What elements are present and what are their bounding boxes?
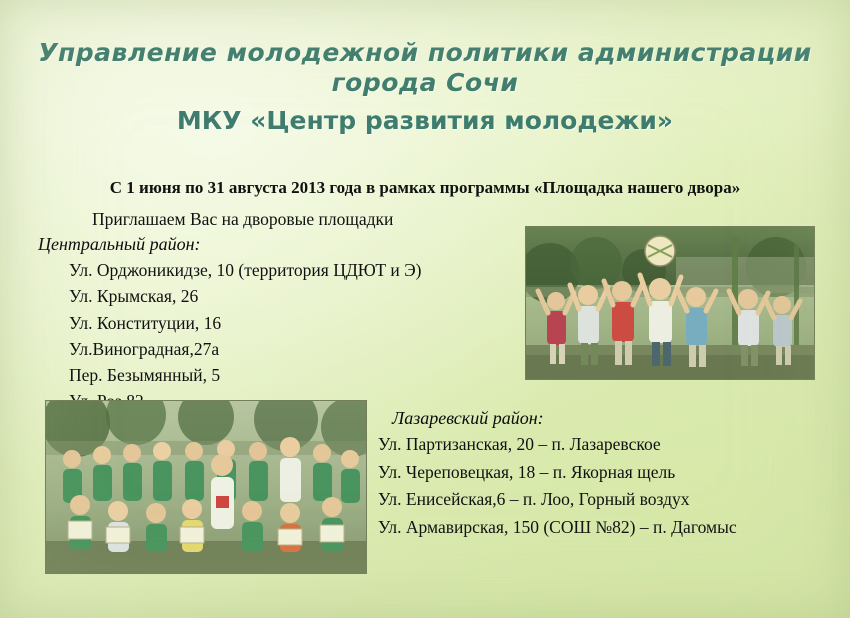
list-item: Ул. Енисейская,6 – п. Лоо, Горный воздух	[378, 489, 690, 510]
heading-line-2: города Сочи	[331, 67, 519, 97]
district-title-lazarevsky: Лазаревский район:	[392, 408, 544, 428]
list-item: Ул.Виноградная,27а	[69, 338, 220, 359]
list-item: Ул. Партизанская, 20 – п. Лазаревское	[378, 434, 661, 454]
list-item: Ул. Конституции, 16	[69, 312, 222, 333]
list-item: Ул. Череповецкая, 18 – п. Якорная щель	[378, 461, 676, 482]
poster-heading	[0, 38, 850, 136]
program-period-line: С 1 июня по 31 августа 2013 года в рамках программы «Площадка нашего двора»	[109, 178, 741, 197]
district-block-lazarevsky	[378, 408, 838, 542]
list-item: Пер. Безымянный, 5	[69, 365, 221, 385]
address-list-central	[38, 257, 508, 415]
district-block-central	[38, 234, 508, 415]
invitation-line: Приглашаем Вас на дворовые площадки	[92, 209, 394, 229]
list-item: Ул. Орджоникидзе, 10 (территория ЦДЮТ и Э)	[69, 260, 422, 280]
children-playing-with-ball-photo	[525, 226, 815, 380]
address-list-lazarevsky	[378, 431, 838, 542]
heading-line-3: МКУ «Центр развития молодежи»	[176, 106, 674, 135]
heading-line-1: Управление молодежной политики администрации	[38, 38, 812, 67]
group-of-children-with-certificates-photo	[45, 400, 367, 574]
list-item: Ул. Крымская, 26	[69, 286, 199, 307]
list-item: Ул. Армавирская, 150 (СОШ №82) – п. Дагомыс	[378, 516, 737, 537]
district-title-central: Центральный район:	[38, 234, 201, 254]
